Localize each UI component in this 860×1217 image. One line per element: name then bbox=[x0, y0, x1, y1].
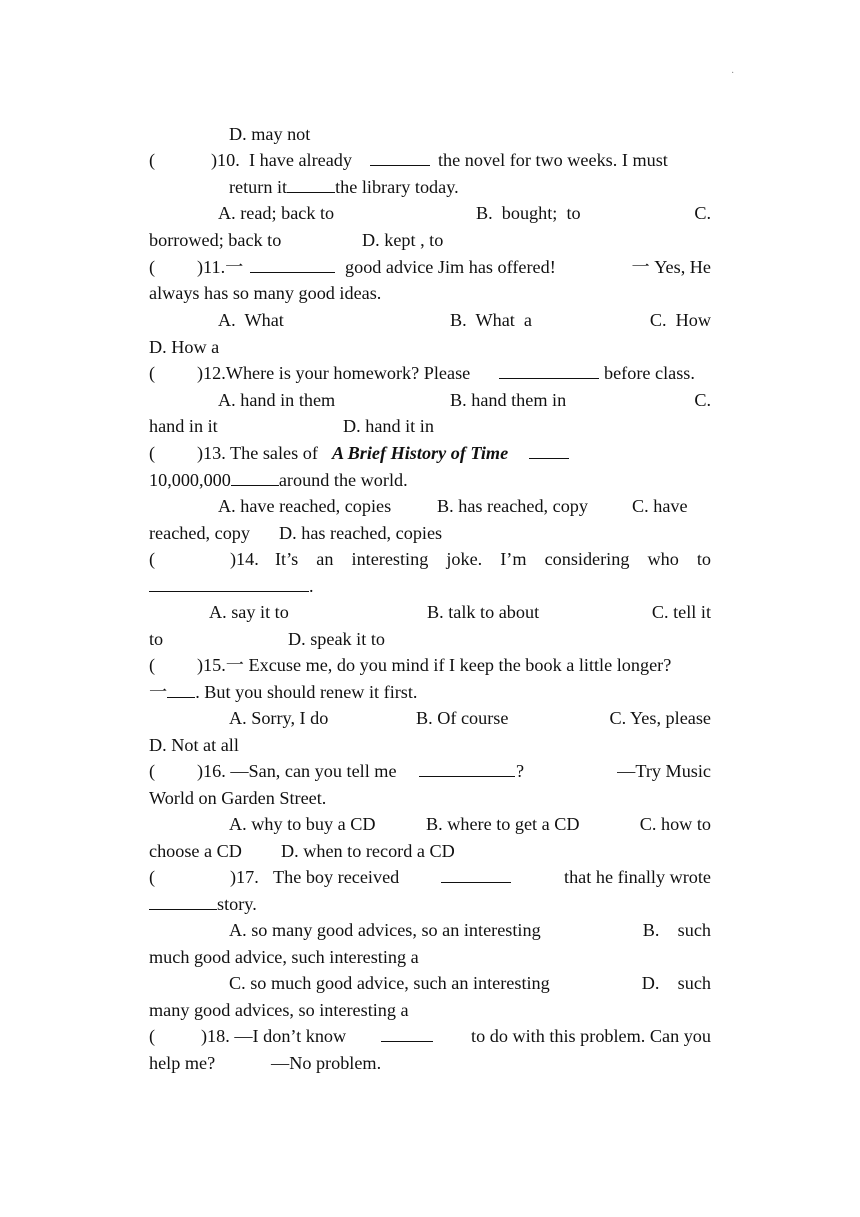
q15-number: )15.一 Excuse me, do you mind if I keep the book a little longer? bbox=[197, 655, 672, 675]
q17-option-c-line bbox=[229, 970, 711, 996]
q13-option-a: A. have reached, copies bbox=[218, 496, 392, 516]
q13-blank2 bbox=[231, 467, 279, 486]
q12-option-a: A. hand in them bbox=[218, 390, 336, 410]
q10-option-a: A. read; back to bbox=[218, 203, 335, 223]
q11-number: )11.一 bbox=[197, 257, 244, 277]
q15-option-d: D. Not at all bbox=[149, 735, 239, 755]
q16-options-line2 bbox=[149, 838, 711, 864]
q11-text1: good advice Jim has offered! bbox=[345, 257, 556, 277]
q11-option-c: C. How bbox=[649, 310, 711, 330]
q15-option-c: C. Yes, please bbox=[609, 708, 711, 728]
q17-blank2 bbox=[149, 891, 217, 910]
q14-stem-line2 bbox=[149, 573, 711, 599]
q12-option-c-text: hand in it bbox=[149, 416, 218, 436]
q13-book-title: A Brief History of Time bbox=[332, 443, 509, 463]
q14-option-a: A. say it to bbox=[209, 602, 289, 622]
q11-text2: 一 Yes, He bbox=[631, 257, 711, 277]
q17-number: )17. bbox=[230, 867, 259, 887]
q17-option-b: B. such bbox=[642, 920, 711, 940]
answer-paren: ( bbox=[149, 443, 156, 463]
q17-stem-line2 bbox=[149, 891, 711, 917]
q14-text1: It’s an interesting joke. I’m considering who to bbox=[275, 549, 711, 569]
q14-number: )14. bbox=[230, 549, 259, 569]
q18-text4: —No problem. bbox=[271, 1053, 382, 1073]
q17-option-d-text: many good advices, so interesting a bbox=[149, 1000, 409, 1020]
q17-option-c: C. so much good advice, such an interesting bbox=[229, 973, 550, 993]
q10-blank1 bbox=[370, 147, 430, 166]
answer-paren: ( bbox=[149, 867, 156, 887]
q18-number: )18. —I don’t know bbox=[201, 1026, 347, 1046]
q13-options-line1 bbox=[218, 493, 711, 519]
answer-paren: ( bbox=[149, 150, 156, 170]
q14-option-d: D. speak it to bbox=[288, 629, 385, 649]
q13-text2: 10,000,000 bbox=[149, 470, 231, 490]
q16-option-a: A. why to buy a CD bbox=[229, 814, 376, 834]
q16-stem-line2: World on Garden Street. bbox=[149, 788, 327, 808]
q12-stem bbox=[149, 360, 711, 386]
q13-stem-line1 bbox=[149, 440, 711, 466]
q11-option-b: B. What a bbox=[450, 310, 532, 330]
q13-option-b: B. has reached, copy bbox=[437, 496, 588, 516]
q11-blank bbox=[250, 254, 335, 273]
q16-stem-line1 bbox=[149, 758, 711, 784]
answer-paren: ( bbox=[149, 363, 156, 383]
answer-paren: ( bbox=[149, 655, 156, 675]
q17-text2: that he finally wrote bbox=[564, 867, 711, 887]
q10-stem-line2 bbox=[229, 174, 711, 200]
q11-option-d: D. How a bbox=[149, 337, 220, 357]
q17-option-a: A. so many good advices, so an interesting bbox=[229, 920, 541, 940]
q14-options-line1 bbox=[209, 599, 711, 625]
q10-number: )10. bbox=[211, 150, 240, 170]
q10-options-line2 bbox=[149, 227, 711, 253]
q16-option-c: C. how to bbox=[639, 814, 711, 834]
q11-stem-line2: always has so many good ideas. bbox=[149, 283, 382, 303]
q16-option-b: B. where to get a CD bbox=[426, 814, 580, 834]
q17-stem-line1 bbox=[149, 864, 711, 890]
q17-text3: story. bbox=[217, 894, 257, 914]
q16-blank bbox=[419, 758, 515, 777]
q16-number: )16. —San, can you tell me bbox=[197, 761, 397, 781]
q12-option-d: D. hand it in bbox=[343, 416, 434, 436]
q12-options-line2 bbox=[149, 413, 711, 439]
q17-option-b-text: much good advice, such interesting a bbox=[149, 947, 419, 967]
q12-text2: before class. bbox=[604, 363, 695, 383]
q16-option-d: D. when to record a CD bbox=[281, 841, 455, 861]
q13-option-d: D. has reached, copies bbox=[279, 523, 443, 543]
q13-number: )13. The sales of bbox=[197, 443, 318, 463]
q15-dash: 一 bbox=[149, 682, 168, 702]
q14-option-c-text: to bbox=[149, 629, 164, 649]
page-mark: · bbox=[731, 68, 735, 79]
q12-number: )12.Where is your homework? Please bbox=[197, 363, 471, 383]
q10-option-c: C. bbox=[694, 203, 711, 223]
q10-text1: I have already bbox=[249, 150, 352, 170]
q14-period: . bbox=[309, 576, 314, 596]
q17-blank1 bbox=[441, 864, 511, 883]
q10-stem-line1 bbox=[149, 147, 711, 173]
q10-text4: the library today. bbox=[335, 177, 459, 197]
q15-blank bbox=[167, 679, 195, 698]
q17-option-a-line bbox=[229, 917, 711, 943]
q13-text3: around the world. bbox=[278, 470, 408, 490]
q15-stem-line2 bbox=[149, 679, 711, 705]
q14-options-line2 bbox=[149, 626, 711, 652]
q13-option-c: C. have bbox=[632, 496, 688, 516]
q11-options-line1 bbox=[218, 307, 711, 333]
q18-text2: to do with this problem. Can you bbox=[471, 1026, 711, 1046]
q12-blank bbox=[499, 360, 599, 379]
q10-option-d: D. kept , to bbox=[362, 230, 444, 250]
q14-option-c: C. tell it bbox=[651, 602, 711, 622]
q12-options-line1 bbox=[218, 387, 711, 413]
q18-blank bbox=[381, 1023, 433, 1042]
answer-paren: ( bbox=[149, 1026, 156, 1046]
q16-option-c-text: choose a CD bbox=[149, 841, 242, 861]
q10-option-c-text: borrowed; back to bbox=[149, 230, 282, 250]
q14-option-b: B. talk to about bbox=[427, 602, 540, 622]
q10-blank2 bbox=[287, 174, 335, 193]
q11-stem-line1 bbox=[149, 254, 711, 280]
q17-option-d: D. such bbox=[641, 973, 711, 993]
q18-stem-line1 bbox=[149, 1023, 711, 1049]
q13-option-c-text: reached, copy bbox=[149, 523, 250, 543]
q14-stem-line1 bbox=[149, 546, 711, 572]
q15-stem-line1 bbox=[149, 652, 729, 678]
q10-options-line1 bbox=[218, 200, 711, 226]
q12-option-c: C. bbox=[694, 390, 711, 410]
answer-paren: ( bbox=[149, 549, 156, 569]
q16-text3: —Try Music bbox=[617, 761, 711, 781]
q10-text2: the novel for two weeks. I must bbox=[438, 150, 668, 170]
q15-option-a: A. Sorry, I do bbox=[229, 708, 329, 728]
q16-text2: ? bbox=[516, 761, 525, 781]
answer-paren: ( bbox=[149, 761, 156, 781]
q16-options-line1 bbox=[229, 811, 711, 837]
q15-options-line1 bbox=[229, 705, 711, 731]
q9-option-d: D. may not bbox=[229, 124, 311, 144]
q17-text1: The boy received bbox=[273, 867, 400, 887]
q15-text2: . But you should renew it first. bbox=[195, 682, 418, 702]
q10-option-b: B. bought; to bbox=[476, 203, 581, 223]
q13-blank1 bbox=[529, 440, 569, 459]
answer-paren: ( bbox=[149, 257, 156, 277]
q15-option-b: B. Of course bbox=[416, 708, 509, 728]
q18-text3: help me? bbox=[149, 1053, 216, 1073]
q14-blank bbox=[149, 573, 309, 592]
q11-option-a: A. What bbox=[218, 310, 284, 330]
q12-option-b: B. hand them in bbox=[450, 390, 567, 410]
q18-stem-line2 bbox=[149, 1050, 711, 1076]
q13-stem-line2 bbox=[149, 467, 711, 493]
q10-text3: return it bbox=[229, 177, 288, 197]
q13-options-line2 bbox=[149, 520, 711, 546]
